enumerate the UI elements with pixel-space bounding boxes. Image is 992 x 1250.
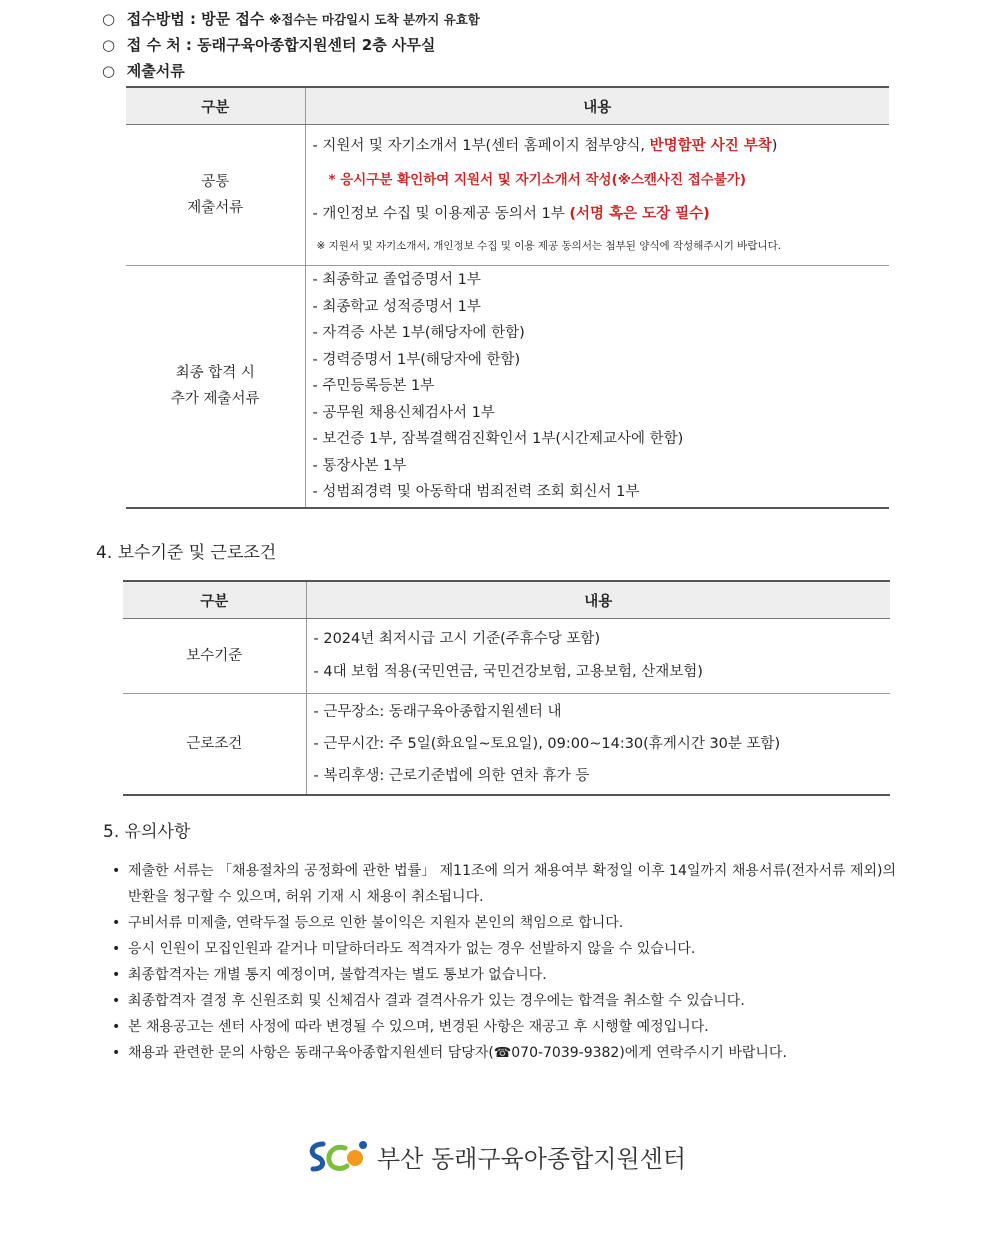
content-line: - 최종학교 졸업증명서 1부 bbox=[312, 272, 481, 288]
content-line: - 통장사본 1부 bbox=[312, 457, 407, 474]
content-line: - 근무시간: 주 5일(화요일~토요일), 09:00~14:30(휴게시간 30분 포함) bbox=[313, 736, 781, 752]
list-item: • 최종합격자 결정 후 신원조회 및 신체검사 결과 결격사유가 있는 경우에는 합격을 취소할 수 있습니다. bbox=[110, 988, 910, 1014]
info-method bbox=[102, 6, 480, 32]
documents-table bbox=[126, 86, 889, 509]
content-line: - 복리후생: 근로기준법에 의한 연차 휴가 등 bbox=[313, 768, 590, 784]
content-line: - 2024년 최저시급 고시 기준(주휴수당 포함) bbox=[313, 631, 601, 647]
category-line: 제출서류 bbox=[187, 200, 244, 216]
content-line: - 주민등록등본 1부 bbox=[312, 378, 435, 394]
list-item: • 제출한 서류는 「채용절차의 공정화에 관한 법률」 제11조에 의거 채용여부 확정일 이후 14일까지 채용서류(전자서류 제외)의 반환을 청구할 수 있으며, 허위 기재 시 채용이 취소됩니다. bbox=[110, 858, 910, 910]
section5-title: 5. 유의사항 bbox=[103, 822, 191, 842]
table-row bbox=[123, 694, 890, 796]
content-line: - 지원서 및 자기소개서 1부(센터 홈페이지 첨부양식, 반명함판 사진 부착) bbox=[312, 138, 778, 154]
table-header-content: 내용 bbox=[306, 581, 890, 619]
category-line: 최종 합격 시 bbox=[175, 365, 255, 382]
table-header-content: 내용 bbox=[305, 87, 889, 125]
list-item: • 최종합격자는 개별 통지 예정이며, 불합격자는 별도 통보가 없습니다. bbox=[110, 962, 910, 988]
content-line: - 근무장소: 동래구육아종합지원센터 내 bbox=[313, 704, 562, 720]
info-method-note: ※접수는 마감일시 도착 분까지 유효함 bbox=[269, 12, 480, 27]
content-line: - 공무원 채용신체검사서 1부 bbox=[312, 404, 495, 421]
notice-list bbox=[110, 858, 910, 1066]
footer-org-name: 부산 동래구육아종합지원센터 bbox=[377, 1144, 687, 1173]
list-item: • 응시 인원이 모집인원과 같거나 미달하더라도 적격자가 없는 경우 선발하지 않을 수 있습니다. bbox=[110, 936, 910, 962]
info-documents-label: 제출서류 bbox=[126, 62, 185, 80]
row-content bbox=[305, 125, 889, 266]
content-line: - 최종학교 성적증명서 1부 bbox=[312, 298, 481, 315]
content-note: ※ 지원서 및 자기소개서, 개인정보 수집 및 이용 제공 동의서는 첨부된 양식에 작성해주시기 바랍니다. bbox=[316, 240, 782, 252]
row-content bbox=[306, 619, 890, 694]
application-info bbox=[102, 6, 480, 84]
row-content bbox=[306, 694, 890, 796]
list-item: • 본 채용공고는 센터 사정에 따라 변경될 수 있으며, 변경된 사항은 재공고 후 시행할 예정입니다. bbox=[110, 1014, 910, 1040]
info-method-label: 접수방법 : 방문 접수 bbox=[126, 10, 265, 28]
table-row bbox=[126, 125, 889, 266]
info-place bbox=[102, 32, 480, 58]
content-line: - 4대 보험 적용(국민연금, 국민건강보험, 고용보험, 산재보험) bbox=[313, 664, 703, 680]
content-line: - 보건증 1부, 잠복결핵검진확인서 1부(시간제교사에 한함) bbox=[312, 431, 684, 447]
table-row bbox=[126, 266, 889, 508]
table-header-category: 구분 bbox=[123, 581, 306, 619]
circle-bullet-icon: ○ bbox=[102, 62, 116, 80]
salary-conditions-table bbox=[123, 580, 890, 796]
category-line: 공통 bbox=[201, 174, 230, 190]
center-logo-icon bbox=[305, 1136, 371, 1176]
row-category bbox=[126, 266, 305, 508]
info-place-label: 접 수 처 : 동래구육아종합지원센터 2층 사무실 bbox=[126, 36, 436, 54]
row-category: 근로조건 bbox=[123, 694, 306, 796]
category-line: 추가 제출서류 bbox=[170, 391, 260, 408]
content-line: - 성범죄경력 및 아동학대 범죄전력 조회 회신서 1부 bbox=[312, 484, 640, 500]
table-row bbox=[123, 619, 890, 694]
row-category: 보수기준 bbox=[123, 619, 306, 694]
list-item: • 구비서류 미제출, 연락두절 등으로 인한 불이익은 지원자 본인의 책임으로 합니다. bbox=[110, 910, 910, 936]
list-item: • 채용과 관련한 문의 사항은 동래구육아종합지원센터 담당자(☎070-7039-9382)에게 연락주시기 바랍니다. bbox=[110, 1040, 910, 1066]
footer bbox=[305, 1134, 686, 1178]
content-line: - 자격증 사본 1부(해당자에 한함) bbox=[312, 325, 525, 341]
row-content bbox=[305, 266, 889, 508]
content-warning: * 응시구분 확인하여 지원서 및 자기소개서 작성(※스캔사진 접수불가) bbox=[328, 172, 747, 188]
table-header-category: 구분 bbox=[126, 87, 305, 125]
row-category bbox=[126, 125, 305, 266]
section4-title: 4. 보수기준 및 근로조건 bbox=[96, 543, 277, 563]
content-line: - 개인정보 수집 및 이용제공 동의서 1부 (서명 혹은 도장 필수) bbox=[312, 206, 710, 222]
info-documents bbox=[102, 58, 480, 84]
circle-bullet-icon: ○ bbox=[102, 10, 116, 28]
content-line: - 경력증명서 1부(해당자에 한함) bbox=[312, 351, 521, 368]
circle-bullet-icon: ○ bbox=[102, 36, 116, 54]
